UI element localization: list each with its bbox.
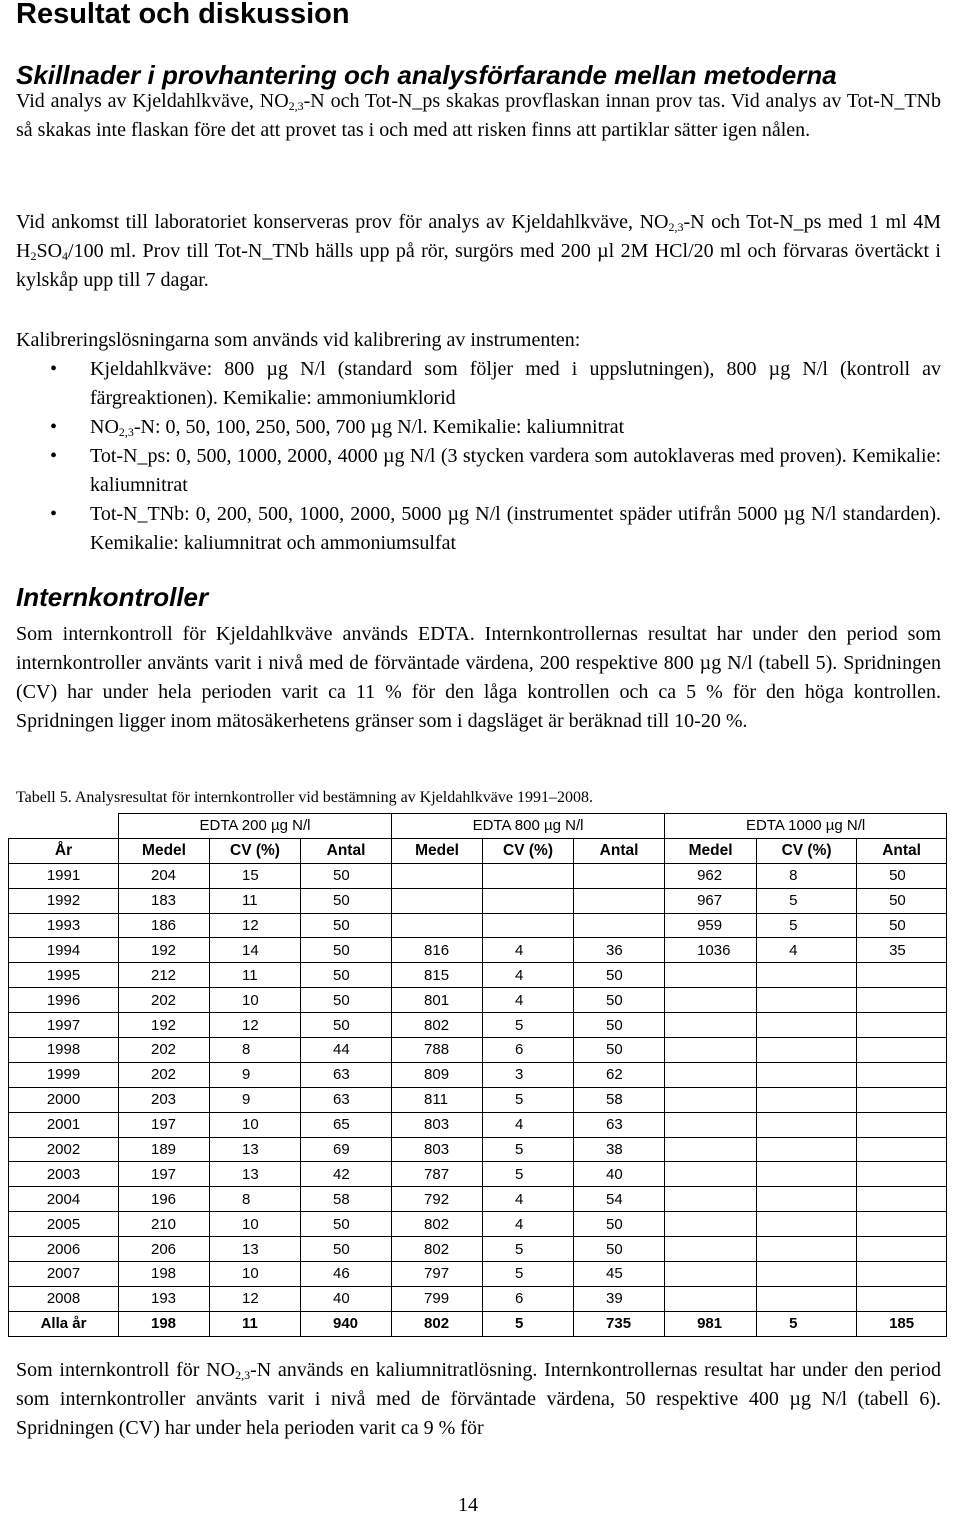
- table-cell: [665, 1087, 757, 1112]
- table-cell: [665, 1137, 757, 1162]
- table-cell: [665, 1038, 757, 1063]
- table-cell: 65: [301, 1112, 392, 1137]
- bullet-text: $NO_{2,3}-N$: 0, 50, 100, 250, 500, 700 µg N/l. Kemikalie: kaliumnitrat: [90, 416, 625, 439]
- table-cell: [757, 1286, 857, 1311]
- table-cell: 50: [857, 863, 947, 888]
- table-year-cell: 1999: [9, 1062, 119, 1087]
- table-year-cell: 2007: [9, 1262, 119, 1287]
- table-cell: 58: [301, 1187, 392, 1212]
- page-number: 14: [458, 1494, 478, 1516]
- table-year-cell: 1991: [9, 863, 119, 888]
- table-cell: [757, 1137, 857, 1162]
- table-caption: Tabell 5. Analysresultat för internkontroller vid bestämning av Kjeldahlkväve 1991–2008.: [16, 789, 593, 806]
- table-cell: 11: [210, 1311, 301, 1336]
- table-cell: 63: [574, 1112, 665, 1137]
- bullet-text: Tot-N_ps: 0, 500, 1000, 2000, 4000 µg N/l (3 stycken vardera som autoklaveras med proven). Kemikalie: kaliumnitrat: [90, 445, 941, 496]
- table-cell: 50: [301, 1013, 392, 1038]
- table-group-header-row: [9, 814, 947, 839]
- table-cell: 50: [574, 963, 665, 988]
- paragraph-internal-controls-text: Som internkontroll för Kjeldahlkväve används EDTA. Internkontrollernas resultat har under den period som internkontroller använts varit i nivå med de förväntade värdena, 200 respektive 800 µg N/l (tabell 5). Spridningen (CV) har under hela perioden varit ca 11 % för den låga kontrollen och ca 5 % för den höga kontrollen. Spridningen ligger inom mätosäkerhetens gränser som i dagsläget är beräknad till 10-20 %.: [16, 623, 941, 732]
- table-cell: [757, 1013, 857, 1038]
- table-cell: [857, 1112, 947, 1137]
- table-cell: 5: [483, 1262, 574, 1287]
- table-cell: [665, 1162, 757, 1187]
- table-cell: 3: [483, 1062, 574, 1087]
- section-title-method-differences: Skillnader i provhantering och analysförfarande mellan metoderna: [16, 60, 837, 90]
- table-row: [9, 1137, 947, 1162]
- table-cell: 50: [574, 988, 665, 1013]
- table-cell: 58: [574, 1087, 665, 1112]
- table-cell: [857, 1237, 947, 1262]
- table-row: [9, 1087, 947, 1112]
- table-cell: [665, 1237, 757, 1262]
- table-row: [9, 938, 947, 963]
- table-cell: [665, 963, 757, 988]
- paragraph-preservation-text: Vid ankomst till laboratoriet konserveras prov för analys av Kjeldahlkväve, $NO_{2,3}-N$ och Tot-N_ps med 1 ml 4M $H_2SO_4/100$ ml. Prov till Tot-N_TNb hälls upp på rör, surgörs med 200 µl 2M HCl/20 ml och förvaras övertäckt i kylskåp upp till 7 dagar.: [16, 211, 941, 291]
- table-cell: [665, 1062, 757, 1087]
- table-cell: [857, 1262, 947, 1287]
- table-cell: [857, 1087, 947, 1112]
- table-cell: 12: [210, 1286, 301, 1311]
- table-cell: 4: [483, 988, 574, 1013]
- table-cell: [483, 888, 574, 913]
- table-cell: [857, 1162, 947, 1187]
- table-cell: 802: [392, 1212, 483, 1237]
- table-cell: [757, 1112, 857, 1137]
- table-cell: [857, 1038, 947, 1063]
- table-year-cell: 2008: [9, 1286, 119, 1311]
- table-year-cell: 2006: [9, 1237, 119, 1262]
- table-cell: 210: [119, 1212, 210, 1237]
- paragraph-sample-handling: [16, 87, 941, 145]
- table-cell: 1036: [665, 938, 757, 963]
- bullet-item: [16, 413, 941, 442]
- table-cell: 10: [210, 988, 301, 1013]
- table-cell: 6: [483, 1286, 574, 1311]
- table-cell: 10: [210, 1212, 301, 1237]
- table-cell: 63: [301, 1087, 392, 1112]
- table-cell: 981: [665, 1311, 757, 1336]
- table-cell: 802: [392, 1237, 483, 1262]
- table-cell: 63: [301, 1062, 392, 1087]
- table-cell: 9: [210, 1087, 301, 1112]
- table-year-cell: 1993: [9, 913, 119, 938]
- table-row: [9, 1038, 947, 1063]
- table-column-header: År: [9, 838, 119, 863]
- table-cell: 787: [392, 1162, 483, 1187]
- table-column-header: CV (%): [483, 838, 574, 863]
- table-cell: 801: [392, 988, 483, 1013]
- table-column-header: Medel: [119, 838, 210, 863]
- table-row: [9, 963, 947, 988]
- table-column-header: CV (%): [210, 838, 301, 863]
- table-cell: 202: [119, 1038, 210, 1063]
- table-cell: 802: [392, 1311, 483, 1336]
- table-year-cell: 1997: [9, 1013, 119, 1038]
- bullet-text: Kjeldahlkväve: 800 µg N/l (standard som följer med i uppslutningen), 800 µg N/l (kontroll av färgreaktionen). Kemikalie: ammoniumklorid: [90, 358, 941, 409]
- table-cell: [574, 863, 665, 888]
- table-row: [9, 913, 947, 938]
- table-cell: 196: [119, 1187, 210, 1212]
- table-cell: 788: [392, 1038, 483, 1063]
- table-cell: 959: [665, 913, 757, 938]
- bullet-icon: •: [50, 416, 58, 438]
- table-group-header: EDTA 1000 µg N/l: [665, 814, 947, 839]
- table-cell: 50: [574, 1038, 665, 1063]
- table-total-row: [9, 1311, 947, 1336]
- table-cell: 192: [119, 1013, 210, 1038]
- table-cell: 50: [301, 938, 392, 963]
- table-cell: [757, 1262, 857, 1287]
- table-cell: 5: [483, 1087, 574, 1112]
- table-cell: 46: [301, 1262, 392, 1287]
- table-group-header: EDTA 800 µg N/l: [392, 814, 665, 839]
- table-cell: [665, 1212, 757, 1237]
- bullet-item: [16, 500, 941, 558]
- table-cell: 940: [301, 1311, 392, 1336]
- table-year-cell: 2005: [9, 1212, 119, 1237]
- table-column-header: Medel: [665, 838, 757, 863]
- table-cell: 815: [392, 963, 483, 988]
- table-cell: [665, 1112, 757, 1137]
- table-cell: [392, 863, 483, 888]
- table-year-cell: 1998: [9, 1038, 119, 1063]
- table-cell: [665, 988, 757, 1013]
- table-cell: 198: [119, 1311, 210, 1336]
- table-cell: 36: [574, 938, 665, 963]
- table-cell: 4: [483, 1212, 574, 1237]
- table-cell: 35: [857, 938, 947, 963]
- table-year-cell: 1995: [9, 963, 119, 988]
- table-cell: 6: [483, 1038, 574, 1063]
- table-cell: 206: [119, 1237, 210, 1262]
- table-cell: 193: [119, 1286, 210, 1311]
- table-row: [9, 1237, 947, 1262]
- table-cell: 11: [210, 963, 301, 988]
- paragraph-nitrate-controls: [16, 1356, 941, 1443]
- table-cell: 183: [119, 888, 210, 913]
- table-corner-cell: [9, 814, 119, 839]
- table-cell: [392, 913, 483, 938]
- paragraph-internal-controls: [16, 620, 941, 736]
- table-cell: [574, 888, 665, 913]
- table-row: [9, 1112, 947, 1137]
- table-cell: 5: [483, 1311, 574, 1336]
- table-cell: [574, 913, 665, 938]
- table-cell: 54: [574, 1187, 665, 1212]
- table-cell: 799: [392, 1286, 483, 1311]
- table-cell: [857, 1137, 947, 1162]
- table-cell: 4: [757, 938, 857, 963]
- table-cell: 5: [483, 1013, 574, 1038]
- table-cell: 8: [210, 1187, 301, 1212]
- table-cell: [757, 988, 857, 1013]
- table-year-cell: 2004: [9, 1187, 119, 1212]
- table-cell: 50: [574, 1013, 665, 1038]
- table-cell: 4: [483, 1112, 574, 1137]
- table-column-header: Medel: [392, 838, 483, 863]
- table-cell: 197: [119, 1162, 210, 1187]
- table-cell: 44: [301, 1038, 392, 1063]
- table-cell: 8: [757, 863, 857, 888]
- table-cell: [857, 1013, 947, 1038]
- table-cell: 967: [665, 888, 757, 913]
- table-year-cell: 2001: [9, 1112, 119, 1137]
- table-cell: 40: [574, 1162, 665, 1187]
- bullet-icon: •: [50, 503, 58, 525]
- table-cell: 62: [574, 1062, 665, 1087]
- table-cell: 792: [392, 1187, 483, 1212]
- table-cell: [857, 1212, 947, 1237]
- table-cell: [757, 1038, 857, 1063]
- table-cell: 50: [857, 913, 947, 938]
- bullet-item: [16, 355, 941, 413]
- table-cell: 186: [119, 913, 210, 938]
- table-cell: 50: [301, 913, 392, 938]
- table-cell: 203: [119, 1087, 210, 1112]
- table-cell: 811: [392, 1087, 483, 1112]
- table-cell: [392, 888, 483, 913]
- table-cell: [757, 1187, 857, 1212]
- table-cell: 15: [210, 863, 301, 888]
- table-cell: [665, 1262, 757, 1287]
- table-cell: [857, 988, 947, 1013]
- table-cell: 10: [210, 1112, 301, 1137]
- table-cell: [757, 1062, 857, 1087]
- table-cell: [757, 1237, 857, 1262]
- table-cell: 14: [210, 938, 301, 963]
- bullet-text: Tot-N_TNb: 0, 200, 500, 1000, 2000, 5000 µg N/l (instrumentet späder utifrån 5000 µg N/l standarden). Kemikalie: kaliumnitrat och ammoniumsulfat: [90, 503, 941, 554]
- bullet-item: [16, 442, 941, 500]
- table-cell: 5: [757, 888, 857, 913]
- table-year-cell: 2000: [9, 1087, 119, 1112]
- table-cell: 185: [857, 1311, 947, 1336]
- table-year-cell: 1994: [9, 938, 119, 963]
- table-group-header: EDTA 200 µg N/l: [119, 814, 392, 839]
- table-cell: 204: [119, 863, 210, 888]
- table-cell: 50: [301, 963, 392, 988]
- table-row: [9, 1162, 947, 1187]
- table-cell: 202: [119, 1062, 210, 1087]
- table-cell: 197: [119, 1112, 210, 1137]
- table-cell: [665, 1187, 757, 1212]
- table-cell: 192: [119, 938, 210, 963]
- table-cell: 816: [392, 938, 483, 963]
- table-header-row: [9, 838, 947, 863]
- table-year-cell: 1992: [9, 888, 119, 913]
- table-cell: 803: [392, 1137, 483, 1162]
- table-cell: [483, 863, 574, 888]
- table-cell: 809: [392, 1062, 483, 1087]
- table-cell: 38: [574, 1137, 665, 1162]
- table-cell: 69: [301, 1137, 392, 1162]
- table-row: [9, 888, 947, 913]
- table-column-header: CV (%): [757, 838, 857, 863]
- table-cell: 50: [301, 1237, 392, 1262]
- table-cell: 5: [757, 913, 857, 938]
- table-cell: [665, 1013, 757, 1038]
- table-cell: 803: [392, 1112, 483, 1137]
- table-column-header: Antal: [574, 838, 665, 863]
- table-cell: 50: [301, 888, 392, 913]
- table-cell: 13: [210, 1137, 301, 1162]
- table-cell: [857, 963, 947, 988]
- table-cell: 13: [210, 1237, 301, 1262]
- table-cell: 10: [210, 1262, 301, 1287]
- table-cell: 4: [483, 1187, 574, 1212]
- page-heading: Resultat och diskussion: [16, 0, 350, 30]
- table-row: [9, 1286, 947, 1311]
- table-cell: [757, 963, 857, 988]
- table-cell: 802: [392, 1013, 483, 1038]
- results-table: [8, 813, 947, 1337]
- table-cell: 45: [574, 1262, 665, 1287]
- table-cell: 189: [119, 1137, 210, 1162]
- table-cell: 5: [483, 1162, 574, 1187]
- table-cell: 797: [392, 1262, 483, 1287]
- table-cell: 212: [119, 963, 210, 988]
- table-cell: [757, 1087, 857, 1112]
- table-cell: 4: [483, 963, 574, 988]
- table-row: [9, 1262, 947, 1287]
- table-row: [9, 1187, 947, 1212]
- table-cell: [757, 1212, 857, 1237]
- table-cell: 12: [210, 913, 301, 938]
- table-year-cell: Alla år: [9, 1311, 119, 1336]
- table-cell: 5: [483, 1237, 574, 1262]
- table-cell: [857, 1187, 947, 1212]
- table-row: [9, 1013, 947, 1038]
- table-cell: 12: [210, 1013, 301, 1038]
- table-cell: 50: [301, 1212, 392, 1237]
- table-cell: 202: [119, 988, 210, 1013]
- table-cell: 4: [483, 938, 574, 963]
- table-cell: [857, 1286, 947, 1311]
- table-row: [9, 1212, 947, 1237]
- table-cell: 50: [301, 863, 392, 888]
- table-cell: [757, 1162, 857, 1187]
- table-cell: 735: [574, 1311, 665, 1336]
- table-cell: 50: [857, 888, 947, 913]
- bullet-icon: •: [50, 358, 58, 380]
- table-cell: 39: [574, 1286, 665, 1311]
- table-row: [9, 1062, 947, 1087]
- table-cell: 50: [574, 1237, 665, 1262]
- table-cell: [483, 913, 574, 938]
- paragraph-sample-handling-text: Vid analys av Kjeldahlkväve, $NO_{2,3}-N$ och Tot-N_ps skakas provflaskan innan prov tas. Vid analys av Tot-N_TNb så skakas inte flaskan före det att provet tas i och med att risken finns att partiklar sätter igen nålen.: [16, 90, 941, 141]
- table-row: [9, 988, 947, 1013]
- table-cell: 8: [210, 1038, 301, 1063]
- table-cell: [857, 1062, 947, 1087]
- section-title-internal-controls: Internkontroller: [16, 582, 209, 612]
- paragraph-preservation: [16, 208, 941, 295]
- table-cell: 962: [665, 863, 757, 888]
- table-row: [9, 863, 947, 888]
- table-column-header: Antal: [857, 838, 947, 863]
- table-year-cell: 2003: [9, 1162, 119, 1187]
- table-year-cell: 2002: [9, 1137, 119, 1162]
- table-cell: 9: [210, 1062, 301, 1087]
- table-cell: 50: [301, 988, 392, 1013]
- table-cell: 42: [301, 1162, 392, 1187]
- table-cell: 50: [574, 1212, 665, 1237]
- bullet-icon: •: [50, 445, 58, 467]
- table-cell: 11: [210, 888, 301, 913]
- paragraph-nitrate-controls-text: Som internkontroll för $NO_{2,3}-N$ används en kaliumnitratlösning. Internkontrollernas resultat har under den period som internkontroller använts varit i nivå med de förväntade värdena, 50 respektive 400 µg N/l (tabell 6). Spridningen (CV) har under hela perioden varit ca 9 % för: [16, 1359, 941, 1439]
- table-cell: 5: [483, 1137, 574, 1162]
- table-column-header: Antal: [301, 838, 392, 863]
- table-year-cell: 1996: [9, 988, 119, 1013]
- table-cell: 198: [119, 1262, 210, 1287]
- table-cell: 5: [757, 1311, 857, 1336]
- table-cell: [665, 1286, 757, 1311]
- table-cell: 40: [301, 1286, 392, 1311]
- paragraph-calibration-intro: Kalibreringslösningarna som används vid kalibrering av instrumenten:: [16, 329, 581, 351]
- table-body: [9, 863, 947, 1336]
- table-cell: 13: [210, 1162, 301, 1187]
